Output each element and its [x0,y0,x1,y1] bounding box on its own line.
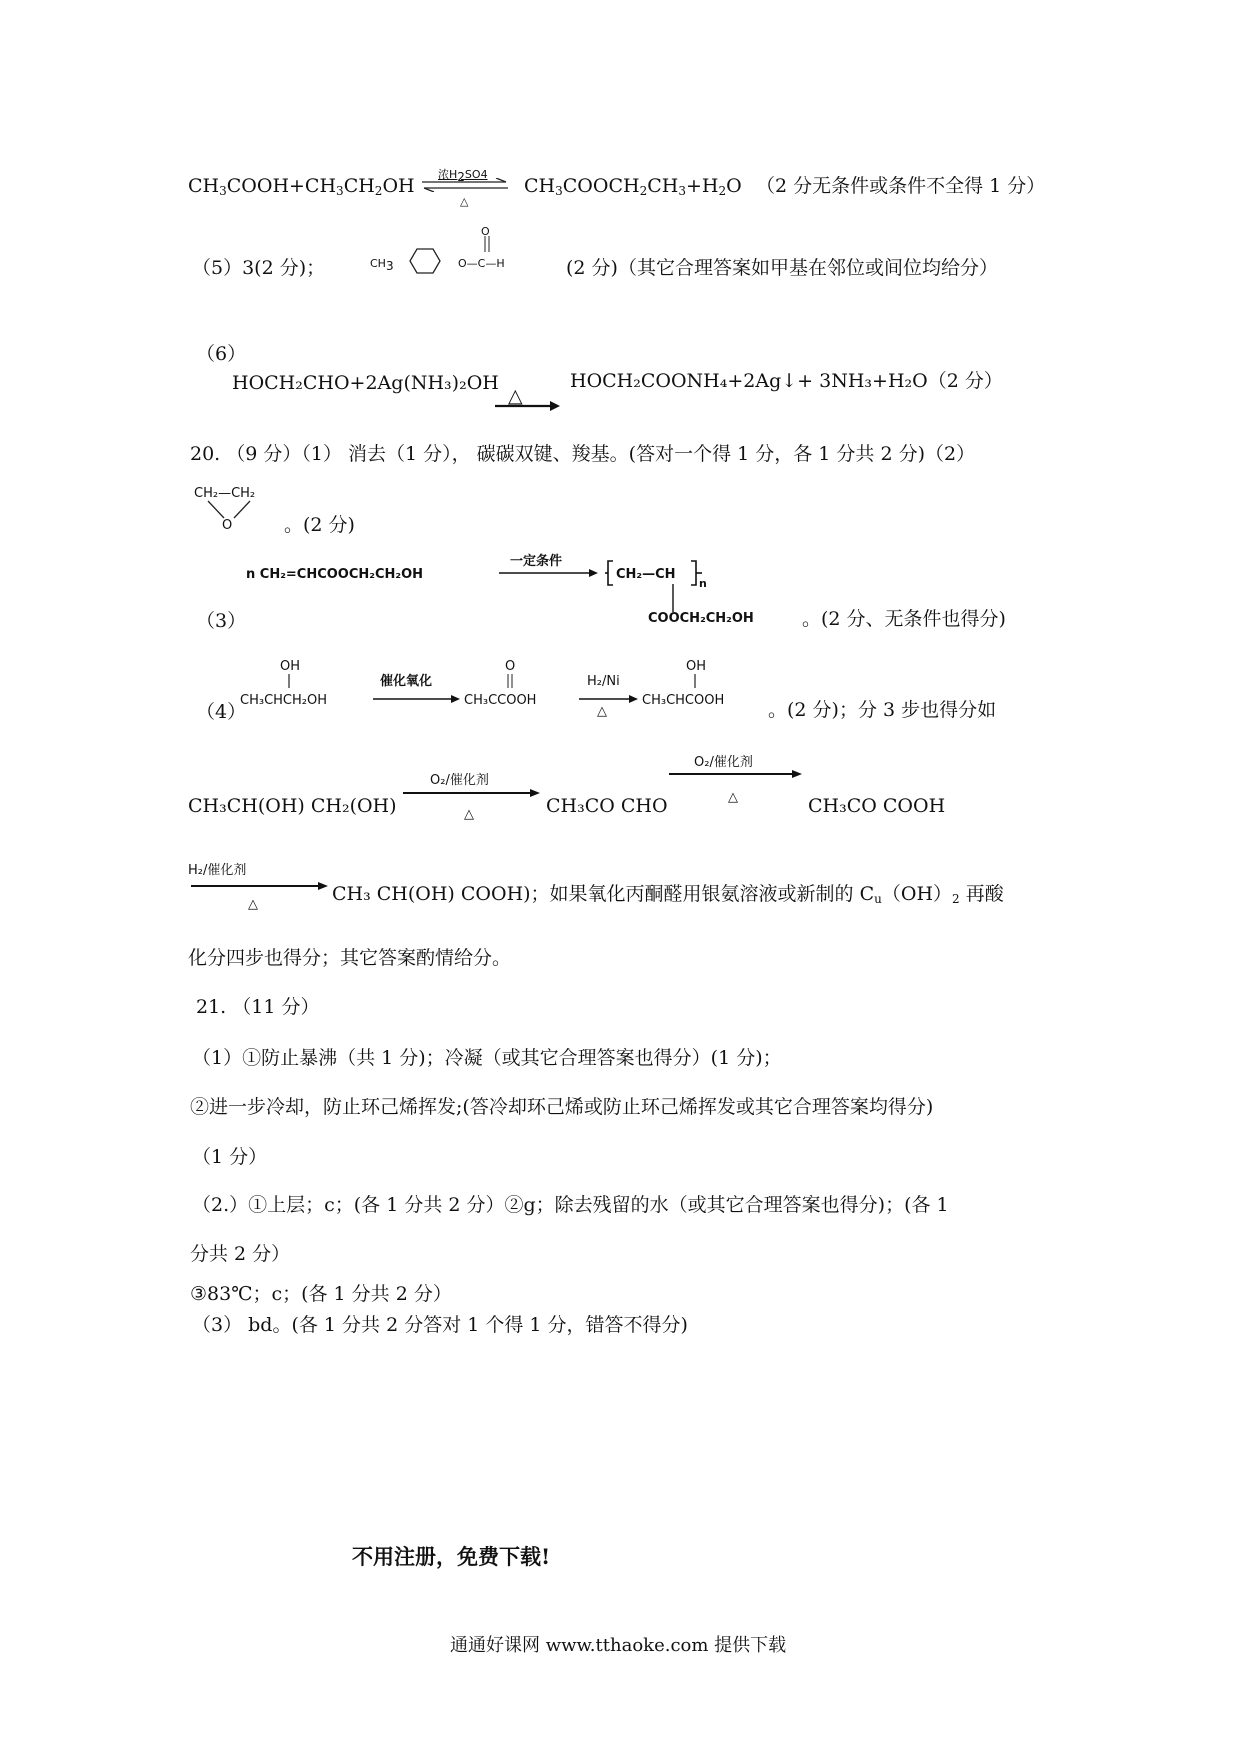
alt-cond-1: O₂/催化剂 [430,773,489,788]
ester-condition-bottom: △ [460,195,469,208]
p4-cond-2-bottom: △ [597,704,607,719]
ester-note: （2 分无条件或条件不全得 1 分） [756,175,1046,197]
alt-arrow-2 [668,769,804,779]
part5-note: (2 分)（其它合理答案如甲基在邻位或间位均给分） [566,257,998,279]
silver-mirror-condition: △ [508,385,523,407]
carbonyl-double-bond [480,234,494,254]
p4-oh-1: OH [280,659,301,674]
p3-label: （3） [196,610,247,632]
p4-oh-2: OH [686,659,707,674]
epoxide-note: 。(2 分) [284,514,355,536]
struct-o-top: O [481,225,490,238]
q21-line5: 分共 2 分） [190,1243,291,1265]
p3-note: 。(2 分、无条件也得分) [802,608,1006,630]
silver-mirror-left: HOCH₂CHO+2Ag(NH₃)₂OH [232,372,499,394]
ester-equation-reactants: $CH_3COOH+CH_3CH_2OH$ [188,175,415,198]
polymer-backbone: CH₂—CH [616,567,676,582]
p4-step1: CH₃CHCH₂OH [240,693,327,708]
p4-label: （4） [196,701,247,723]
p4-bond-2 [690,674,700,690]
struct-ch3: $CH_3$ [370,257,394,273]
q21-line1: （1）①防止暴沸（共 1 分)；冷凝（或其它合理答案也得分）(1 分)； [192,1047,782,1069]
polymer-n: n [699,577,707,590]
p4-bond-1 [284,674,294,690]
part6-label: （6） [196,343,247,365]
alt-step1: CH₃CH(OH) CH₂(OH) [188,795,397,817]
epoxide-top: CH₂—CH₂ [194,486,256,501]
alt-line2: 化分四步也得分；其它答案酌情给分。 [188,947,512,969]
alt-step4: CH₃ CH(OH) COOH)；如果氧化丙酮醛用银氨溶液或新制的 $C_u(OH)_2$ 再酸 [332,883,1004,906]
epoxide-oxygen: O [222,518,233,533]
q21-line7: （3） bd。(各 1 分共 2 分答对 1 个得 1 分，错答不得分) [192,1314,688,1336]
polymer-arrow [498,568,600,578]
reaction-arrow [494,400,562,412]
q21-line4: （2.）①上层；c；(各 1 分共 2 分）②g；除去残留的水（或其它合理答案也得分)；(各 1 [192,1194,949,1216]
p4-cond-2: H₂/Ni [587,674,620,689]
q21-title: 21. （11 分） [196,996,320,1018]
monomer-formula: n CH₂=CHCOOCH₂CH₂OH [246,567,424,582]
p4-step2: CH₃CCOOH [464,693,537,708]
q20-intro: 20. （9 分）（1） 消去（1 分）， 碳碳双键、羧基。(答对一个得 1 分，各 1 分共 2 分)（2） [190,443,976,465]
alt-cond-1-bottom: △ [464,807,474,822]
p4-arrow-2 [578,694,640,704]
alt-cond-3: H₂/催化剂 [188,863,247,878]
alt-cond-2-bottom: △ [728,790,738,805]
p4-arrow-1 [372,694,462,704]
polymer-sidechain: COOCH₂CH₂OH [648,611,754,626]
p4-note: 。(2 分)；分 3 步也得分如 [768,699,997,721]
p4-carbonyl [504,674,516,690]
p4-o: O [505,659,516,674]
alt-arrow-1 [402,788,542,798]
p4-cond-1: 催化氧化 [380,674,433,689]
q21-line6: ③83℃；c；(各 1 分共 2 分） [190,1283,452,1305]
struct-ester-chain: O—C—H [458,257,505,270]
q21-line2: ②进一步冷却，防止环己烯挥发;(答冷却环己烯或防止环己烯挥发或其它合理答案均得分) [190,1096,934,1118]
silver-mirror-right: HOCH₂COONH₄+2Ag↓+ 3NH₃+H₂O（2 分） [570,370,1003,392]
promo-text: 不用注册，免费下载! [352,1544,551,1569]
alt-arrow-3 [190,881,330,891]
alt-step2: CH₃CO CHO [546,795,668,817]
footer-credit[interactable]: 通通好课网 www.tthaoke.com 提供下载 [450,1635,787,1656]
alt-cond-3-bottom: △ [248,897,258,912]
part5-label: （5）3(2 分)； [192,257,326,279]
alt-step3: CH₃CO COOH [808,795,946,817]
polymer-condition: 一定条件 [510,554,563,569]
ester-equation-products: $CH_3COOCH_2CH_3+H_2O$ [524,175,742,198]
p4-step3: CH₃CHCOOH [642,693,725,708]
alt-cond-2: O₂/催化剂 [694,755,753,770]
q21-line3: （1 分） [192,1146,268,1168]
ester-condition-top: 浓$H_2SO4$ [438,168,488,184]
benzene-ring-icon [408,246,442,276]
